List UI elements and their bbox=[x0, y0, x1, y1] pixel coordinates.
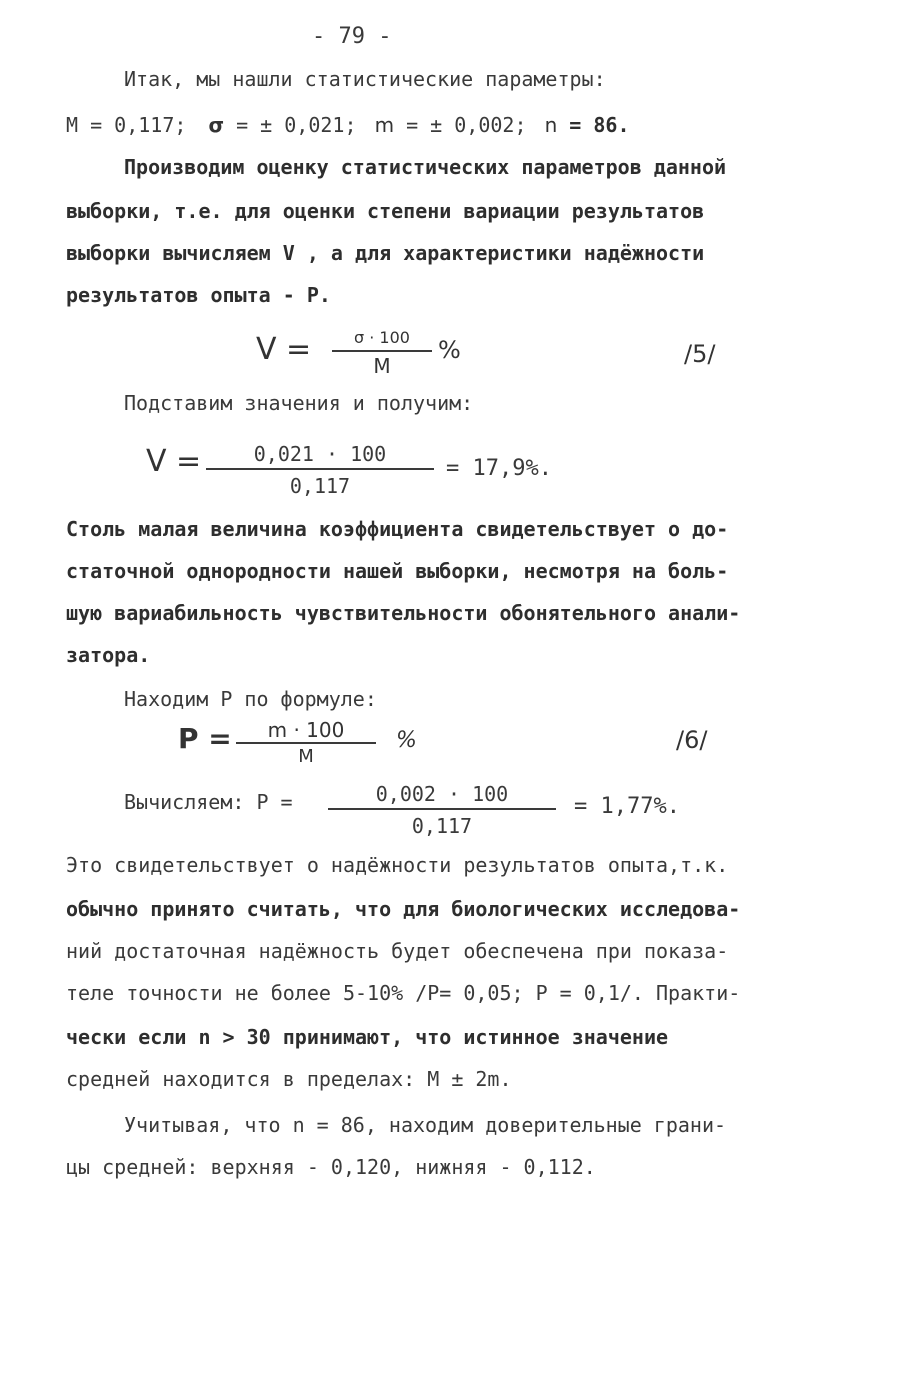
calc-v-numerator: 0,021 · 100 bbox=[253, 442, 387, 466]
paragraph-line: выборки вычисляем V , а для характеристики надёжности bbox=[66, 241, 705, 265]
calc-v-denominator: 0,117 bbox=[289, 474, 351, 498]
paragraph-line: Находим P по формуле: bbox=[124, 687, 377, 711]
paragraph-line: Подставим значения и получим: bbox=[124, 391, 474, 415]
paragraph-line: шую вариабильность чувствительности обонятельного анали- bbox=[66, 601, 741, 625]
mean-value: M = 0,117; bbox=[66, 113, 187, 137]
sigma-value: = ± 0,021; bbox=[236, 113, 357, 137]
paragraph-line: Это свидетельствует о надёжности результатов опыта,т.к. bbox=[66, 853, 729, 877]
calc-p-fraction bbox=[328, 778, 556, 840]
fraction-bar bbox=[206, 468, 434, 470]
paragraph-line: Производим оценку статистических параметров данной bbox=[124, 155, 727, 179]
formula-5-lhs: V = bbox=[256, 332, 312, 367]
calc-v-result: = 17,9%. bbox=[446, 456, 552, 481]
calc-p-result: = 1,77%. bbox=[574, 794, 680, 819]
calc-v-lhs: V = bbox=[146, 444, 202, 479]
calc-p-numerator: 0,002 · 100 bbox=[375, 782, 509, 806]
paragraph-line: затора. bbox=[66, 643, 151, 667]
paragraph-line: Столь малая величина коэффициента свидетельствует о до- bbox=[66, 517, 729, 541]
paragraph-line: обычно принято считать, что для биологических исследова- bbox=[66, 897, 741, 921]
calc-p-lhs: Вычисляем: P = bbox=[124, 790, 293, 814]
page-number: - 79 - bbox=[312, 24, 392, 49]
paragraph-line: Итак, мы нашли статистические параметры: bbox=[124, 67, 606, 91]
paragraph-line: чески если n > 30 принимают, что истинное значение bbox=[66, 1025, 669, 1049]
paragraph-line: статочной однородности нашей выборки, несмотря на боль- bbox=[66, 559, 729, 583]
paragraph-line: выборки, т.е. для оценки степени вариации результатов bbox=[66, 199, 705, 223]
fraction-bar bbox=[328, 808, 556, 810]
paragraph-line: цы средней: верхняя - 0,120, нижняя - 0,112. bbox=[66, 1155, 596, 1179]
fraction-bar bbox=[332, 350, 432, 352]
paragraph-line: результатов опыта - P. bbox=[66, 283, 331, 307]
m-symbol: m bbox=[374, 113, 395, 137]
paragraph-line: ний достаточная надёжность будет обеспечена при показа- bbox=[66, 939, 729, 963]
calc-p-denominator: 0,117 bbox=[411, 814, 473, 838]
formula-5-denominator: M bbox=[373, 354, 391, 378]
formula-6-tag: /6/ bbox=[676, 726, 708, 754]
parameters-line bbox=[66, 112, 630, 138]
sigma-symbol: σ bbox=[208, 113, 225, 137]
paragraph-line: Учитывая, что n = 86, находим доверительные грани- bbox=[124, 1113, 727, 1137]
formula-6-lhs: P = bbox=[178, 722, 232, 755]
fraction-bar bbox=[236, 742, 376, 744]
formula-5-unit: % bbox=[438, 336, 461, 364]
formula-6-fraction bbox=[236, 716, 376, 770]
calc-v-fraction bbox=[206, 440, 434, 502]
n-symbol: n bbox=[544, 113, 558, 137]
paragraph-line: средней находится в пределах: M ± 2m. bbox=[66, 1067, 512, 1091]
formula-5-fraction bbox=[332, 324, 432, 378]
formula-6-denominator: M bbox=[298, 746, 314, 767]
paragraph-line: теле точности не более 5-10% /P= 0,05; P = 0,1/. Практи- bbox=[66, 981, 741, 1005]
formula-5-tag: /5/ bbox=[684, 340, 716, 368]
formula-6-unit: % bbox=[396, 728, 417, 753]
formula-6-numerator: m · 100 bbox=[267, 718, 345, 742]
m-value: = ± 0,002; bbox=[406, 113, 527, 137]
n-value: = 86. bbox=[569, 113, 630, 137]
formula-5-numerator: σ · 100 bbox=[354, 328, 410, 347]
